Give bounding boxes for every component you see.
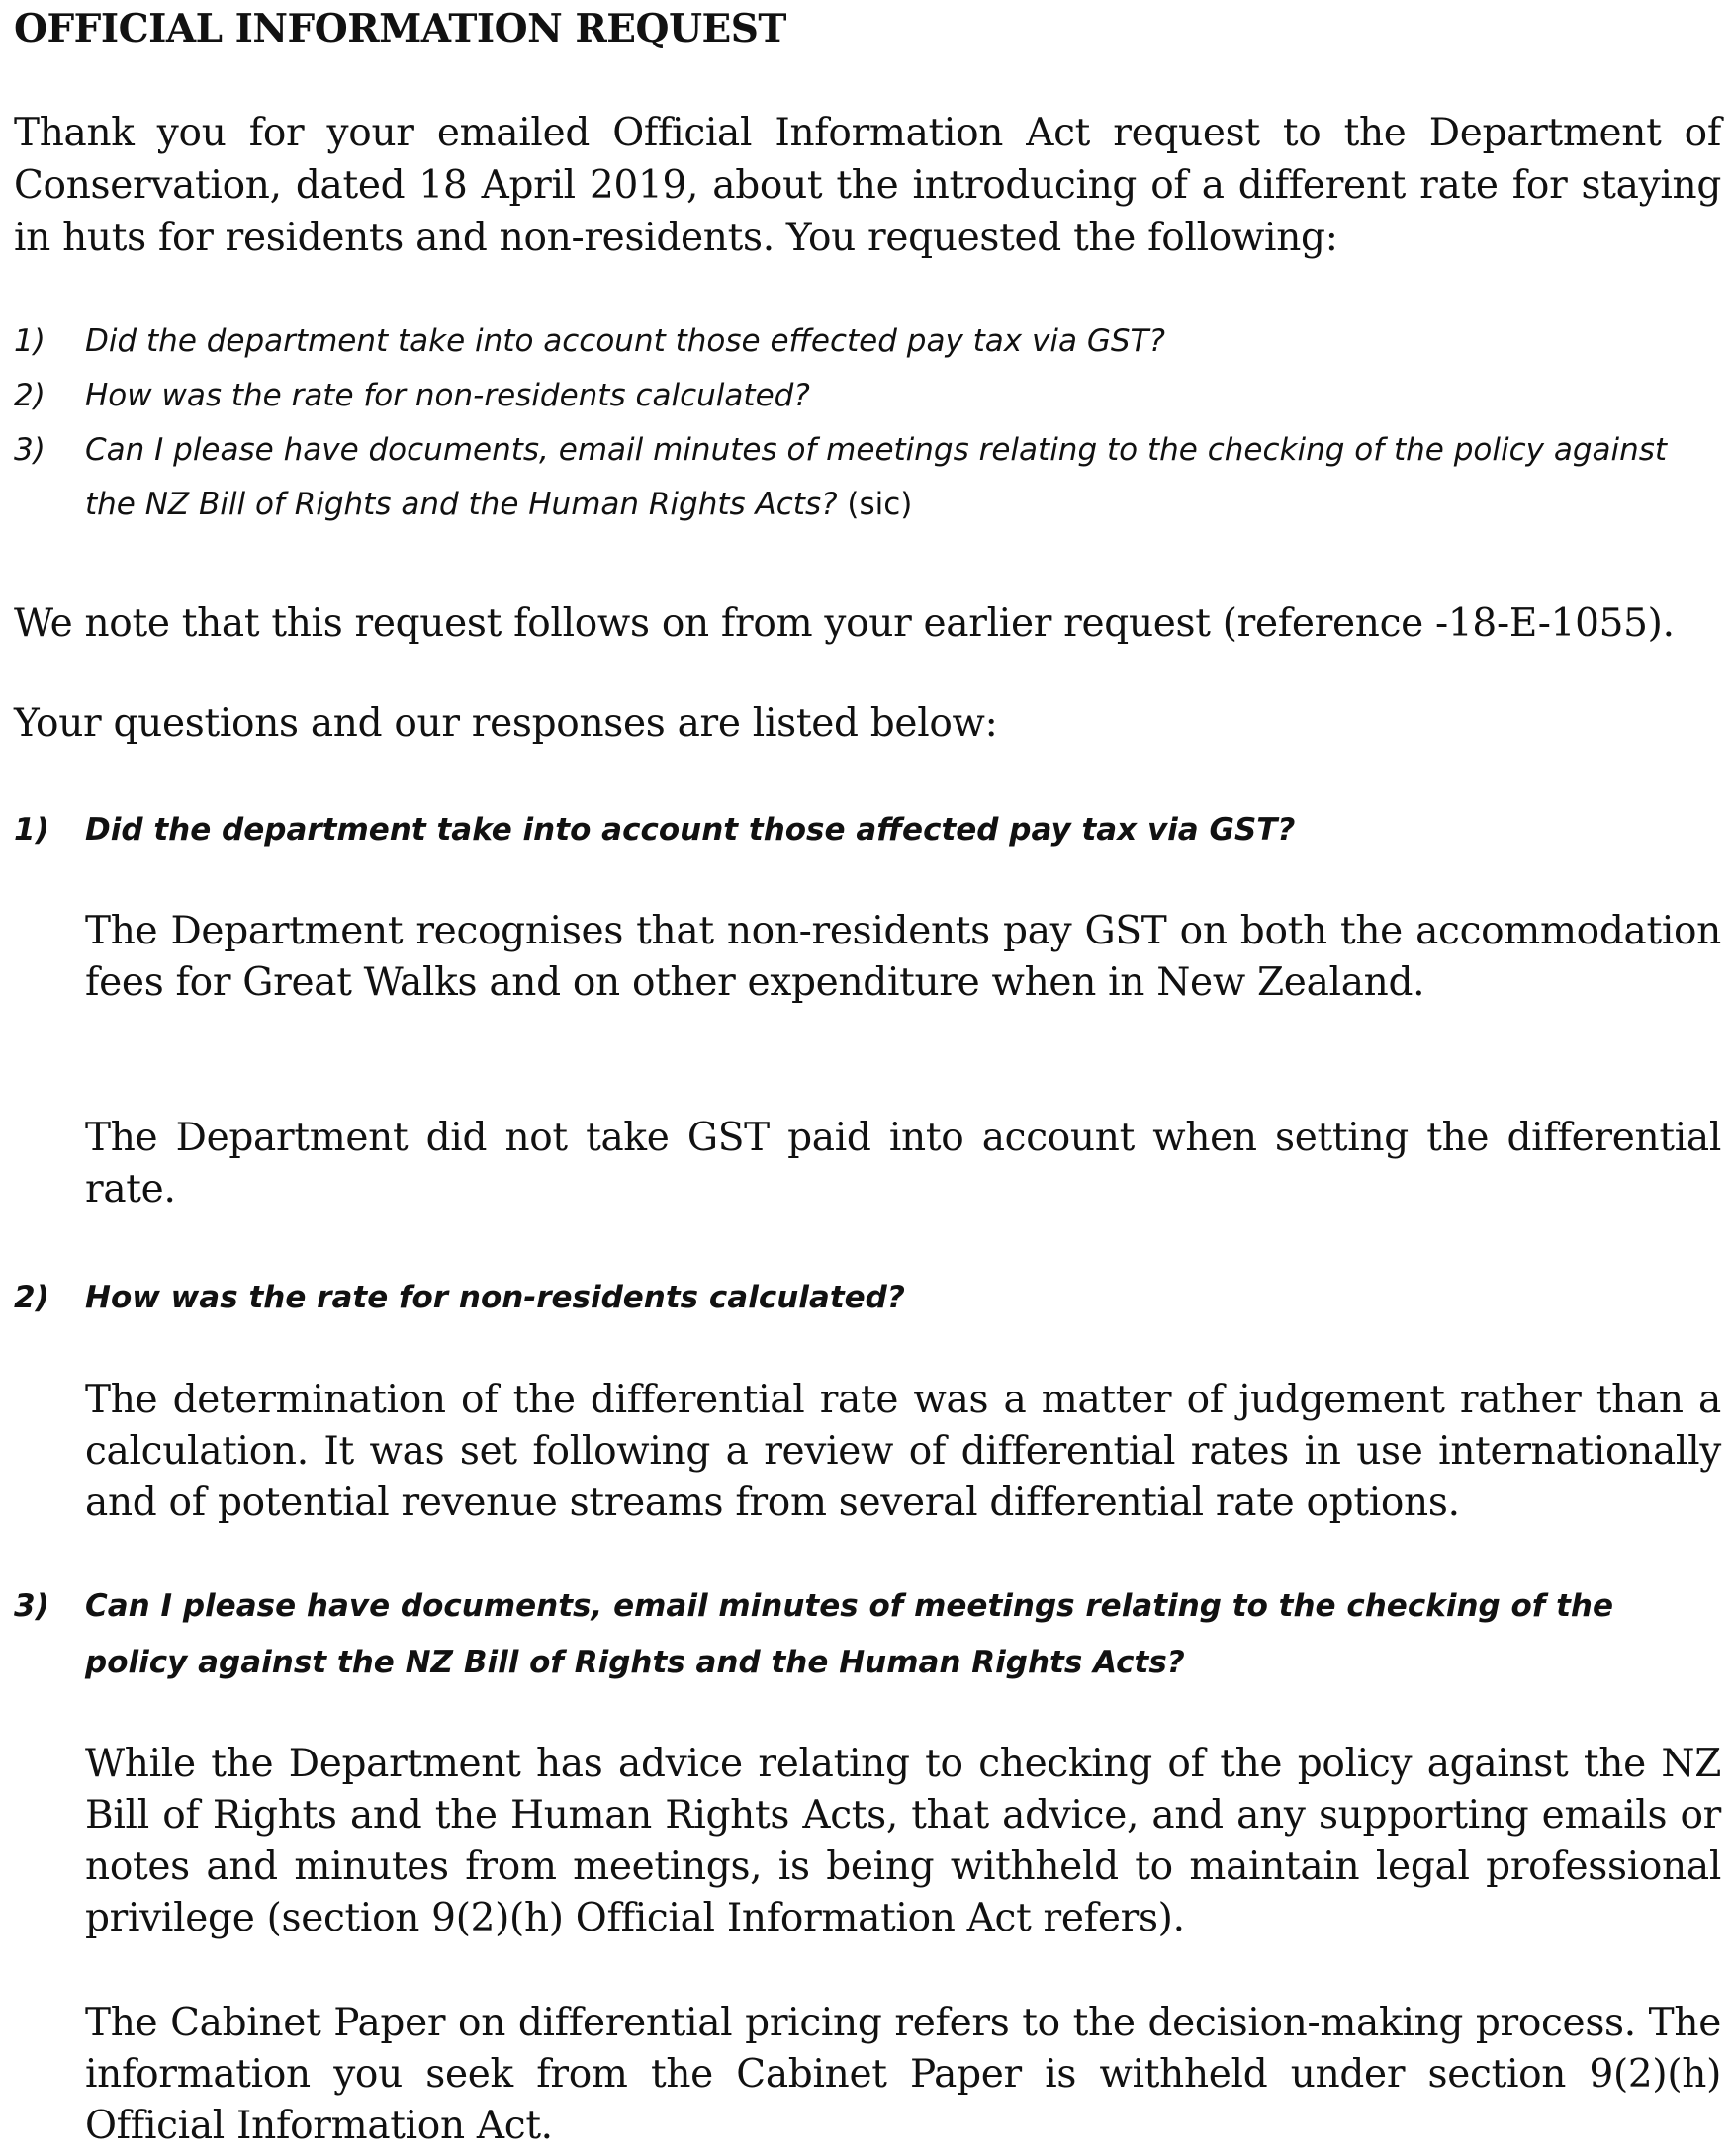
answer-1b: The Department did not take GST paid into account when setting the differential rate. bbox=[85, 1116, 1721, 1212]
response-question-1 bbox=[14, 802, 1721, 858]
question-text: How was the rate for non-residents calculated? bbox=[85, 1280, 905, 1315]
answer-3b: The Cabinet Paper on differential pricing refers to the decision-making process. The information you seek from the Cabinet Paper is withheld under section 9(2)(h) Official Information Act. bbox=[85, 2001, 1721, 2148]
answer-1a: The Department recognises that non-residents pay GST on both the accommodation fees for Great Walks and on other expenditure when in New Zealand. bbox=[85, 909, 1721, 1005]
response-question-2 bbox=[14, 1270, 1721, 1326]
answer-3a: While the Department has advice relating to checking of the policy against the NZ Bill of Rights and the Human Rights Acts, that advice, and any supporting emails or notes and minutes from meetings, is being withheld to maintain legal professional privilege (section 9(2)(h) Official Information Act refers). bbox=[85, 1742, 1721, 1940]
question-text: Did the department take into account those effected pay tax via GST? bbox=[85, 323, 1165, 359]
question-text: Did the department take into account those affected pay tax via GST? bbox=[85, 812, 1296, 848]
intro-paragraph: Thank you for your emailed Official Information Act request to the Department of Conservation, dated 18 April 2019, about the introducing of a different rate for staying in huts for residents and non-residents. You requested the following: bbox=[14, 111, 1721, 260]
requested-questions-list bbox=[14, 314, 1721, 532]
question-number: 1) bbox=[14, 812, 49, 848]
question-text: How was the rate for non-residents calculated? bbox=[85, 378, 810, 413]
question-number: 3) bbox=[14, 432, 46, 468]
sic-note: (sic) bbox=[847, 487, 913, 522]
response-question-3 bbox=[14, 1578, 1721, 1691]
page-title: OFFICIAL INFORMATION REQUEST bbox=[14, 6, 786, 51]
requested-question-2 bbox=[14, 369, 1721, 423]
question-number: 3) bbox=[14, 1588, 49, 1624]
question-text: Can I please have documents, email minutes of meetings relating to the checking of the policy against the NZ Bill of Rights and the Human Rights Acts? bbox=[85, 432, 1668, 522]
responses-intro: Your questions and our responses are listed below: bbox=[14, 701, 998, 746]
reference-note: We note that this request follows on from your earlier request (reference -18-E-1055). bbox=[14, 601, 1675, 646]
question-text: Can I please have documents, email minutes of meetings relating to the checking of the policy against the NZ Bill of Rights and the Human Rights Acts? bbox=[85, 1588, 1613, 1680]
question-number: 1) bbox=[14, 323, 46, 359]
requested-question-3 bbox=[14, 423, 1721, 532]
requested-question-1 bbox=[14, 314, 1721, 369]
question-number: 2) bbox=[14, 378, 46, 413]
question-number: 2) bbox=[14, 1280, 49, 1315]
answer-2a: The determination of the differential rate was a matter of judgement rather than a calculation. It was set following a review of differential rates in use internationally and of potential revenue streams from several differential rate options. bbox=[85, 1378, 1721, 1525]
